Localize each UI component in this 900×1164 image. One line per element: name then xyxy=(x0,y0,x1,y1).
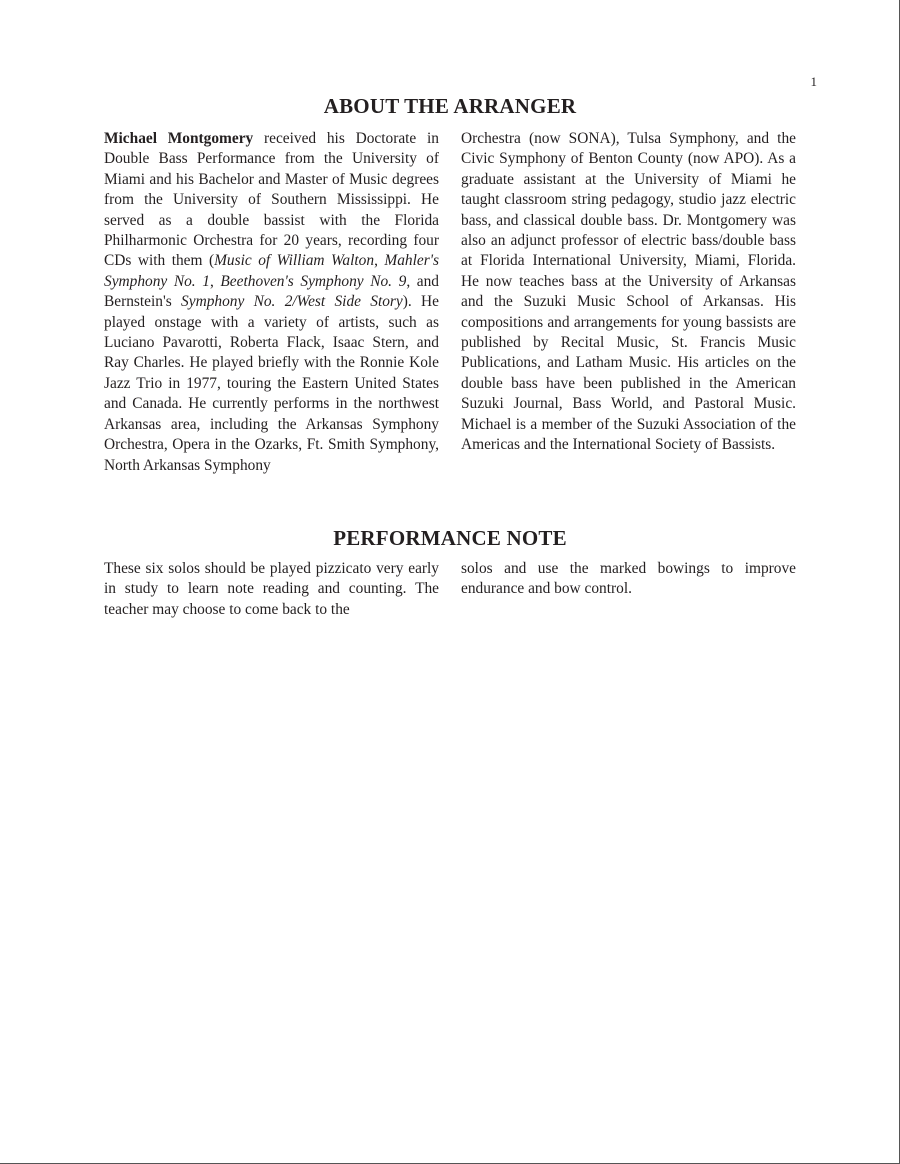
about-arranger-body xyxy=(104,129,796,476)
album-title-mahler: Mahler's Symphony No. 1 xyxy=(104,252,439,290)
performance-note-heading: PERFORMANCE NOTE xyxy=(333,526,567,550)
about-text-segment: , and Bernstein's xyxy=(104,272,439,311)
performance-column-right xyxy=(461,559,796,620)
about-text-segment: , xyxy=(209,272,221,290)
album-title-bernstein: Symphony No. 2/West Side Story xyxy=(181,293,403,311)
arranger-name: Michael Montgomery xyxy=(104,130,254,147)
about-text-segment: , xyxy=(374,252,385,270)
about-column-left xyxy=(104,129,439,476)
about-text-segment: ). He played onstage with a variety of artists, such as Luciano Pavarotti, Roberta Flack, Isaac Stern, and Ray Charles. He played briefly with the Ronnie Kole Jazz Trio in 1977, touring the Eastern United States and Canada. He currently performs in the northwest Arkansas area, including the Arkansas Symphony Orchestra, Opera in the Ozarks, Ft. Smith Symphony, North Arkansas Symphony xyxy=(104,293,439,474)
about-column-right xyxy=(461,129,796,476)
performance-paragraph-right: solos and use the marked bowings to improve endurance and bow control. xyxy=(461,560,796,598)
about-paragraph-left xyxy=(104,129,439,476)
album-title-walton: Music of William Walton xyxy=(214,252,375,270)
performance-note-body xyxy=(104,559,796,620)
album-title-beethoven: Beethoven's Symphony No. 9 xyxy=(220,272,407,290)
about-paragraph-right: Orchestra (now SONA), Tulsa Symphony, and the Civic Symphony of Benton County (now APO). As a graduate assistant at the University of Miami he taught classroom string pedagogy, studio jazz electric bass, and classical double bass. Dr. Montgomery was also an adjunct professor of electric bass/double bass at Florida International University, Miami, Florida. He now teaches bass at the University of Arkansas and the Suzuki Music School of Arkansas. His compositions and arrangements for young bassists are published by Recital Music, St. Francis Music Publications, and Latham Music. His articles on the double bass have been published in the American Suzuki Journal, Bass World, and Pastoral Music. Michael is a member of the Suzuki Association of the Americas and the International Society of Bassists. xyxy=(461,130,796,454)
page-number: 1 xyxy=(810,74,817,89)
performance-column-left xyxy=(104,559,439,620)
about-text-segment: received his Doctorate in Double Bass Performance from the University of Miami and his Bachelor and Master of Music degrees from the University of Southern Mississippi. He served as a double bassist with the Florida Philharmonic Orchestra for 20 years, recording four CDs with them ( xyxy=(104,130,439,270)
performance-paragraph-left: These six solos should be played pizzicato very early in study to learn note reading and counting. The teacher may choose to come back to the xyxy=(104,560,439,618)
about-arranger-heading: ABOUT THE ARRANGER xyxy=(323,94,577,118)
